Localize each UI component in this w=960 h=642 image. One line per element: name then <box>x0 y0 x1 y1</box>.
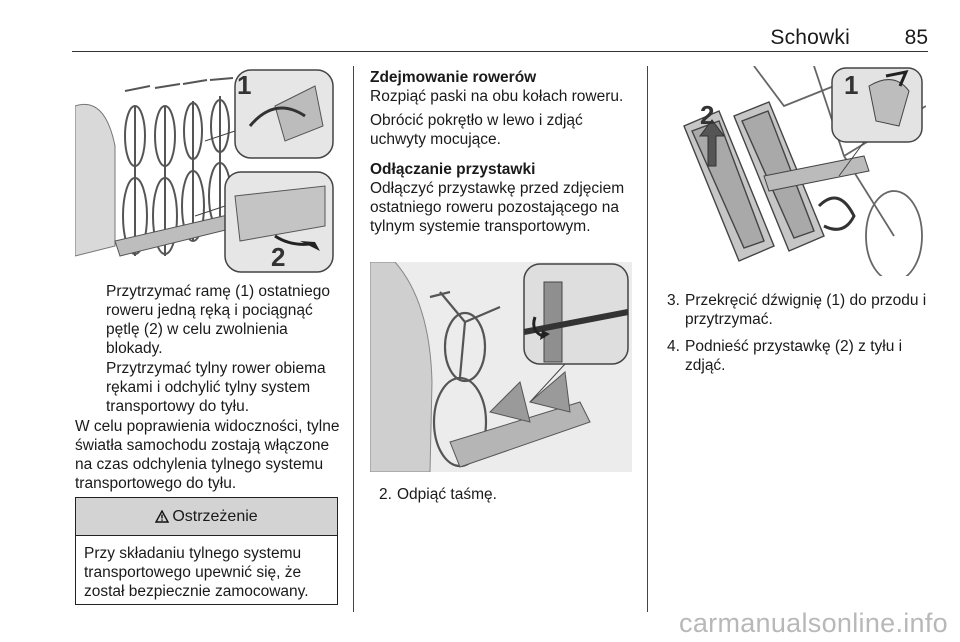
figure-remove-extension <box>664 66 926 276</box>
list-text: Przekręcić dźwignię (1) do przodu i przytrzymać. <box>685 292 927 328</box>
watermark: carmanualsonline.info <box>679 608 948 638</box>
section-heading: Odłączanie przystawki <box>370 161 536 178</box>
figure-label-2: 2 <box>700 100 715 130</box>
step-tilt-back <box>106 359 342 416</box>
ordered-list-item <box>667 291 929 329</box>
figure-label-1: 1 <box>237 70 252 100</box>
section-detach-extension <box>370 160 640 236</box>
visibility-paragraph <box>75 417 345 493</box>
list-text: Podnieść przystawkę (2) z tyłu i zdjąć. <box>685 338 903 374</box>
list-text: Odpiąć taśmę. <box>397 486 497 503</box>
column-divider-right <box>647 66 648 612</box>
warning-title: Ostrzeżenie <box>172 507 258 525</box>
warning-triangle-icon <box>155 510 169 523</box>
step-hold-frame <box>106 282 342 358</box>
figure-fold-wheel-holders <box>370 262 632 472</box>
paragraph-text: W celu poprawienia widoczności, tylne światła samochodu zostają włączone na czas odchylenia tylnego systemu transportowego do tyłu. <box>75 418 340 492</box>
warning-body: Przy składaniu tylnego systemu transportowego upewnić się, że został bezpiecznie zamocowany. <box>84 545 309 600</box>
ordered-list-item <box>667 337 929 375</box>
section-line: Rozpiąć paski na obu kołach roweru. <box>370 88 624 105</box>
figure-label-1: 1 <box>844 70 859 100</box>
warning-header <box>76 498 337 536</box>
warning-box <box>75 497 338 605</box>
ordered-list-item <box>379 485 639 504</box>
section-text: Odłączyć przystawkę przed zdjęciem ostatniego roweru pozostającego na tylnym systemie transportowym. <box>370 180 625 235</box>
section-line: Obrócić pokrętło w lewo i zdjąć uchwyty mocujące. <box>370 112 583 148</box>
section-remove-bikes <box>370 68 640 149</box>
list-number: 3. <box>667 292 680 309</box>
header-rule <box>72 51 928 52</box>
figure-bike-carrier-release <box>75 66 337 276</box>
page-number: 85 <box>904 26 928 49</box>
column-divider-left <box>353 66 354 612</box>
step-text: Przytrzymać tylny rower obiema rękami i odchylić tylny system transportowy do tyłu. <box>106 360 326 415</box>
ordered-list <box>667 291 929 375</box>
page-title: Schowki <box>770 26 850 49</box>
section-heading: Zdejmowanie rowerów <box>370 69 537 86</box>
list-number: 2. <box>379 486 392 503</box>
step-text: Przytrzymać ramę (1) ostatniego roweru jedną ręką i pociągnąć pętlę (2) w celu zwolnienia blokady. <box>106 283 330 357</box>
figure-label-2: 2 <box>271 242 286 272</box>
list-number: 4. <box>667 338 680 355</box>
page-header <box>72 26 928 52</box>
